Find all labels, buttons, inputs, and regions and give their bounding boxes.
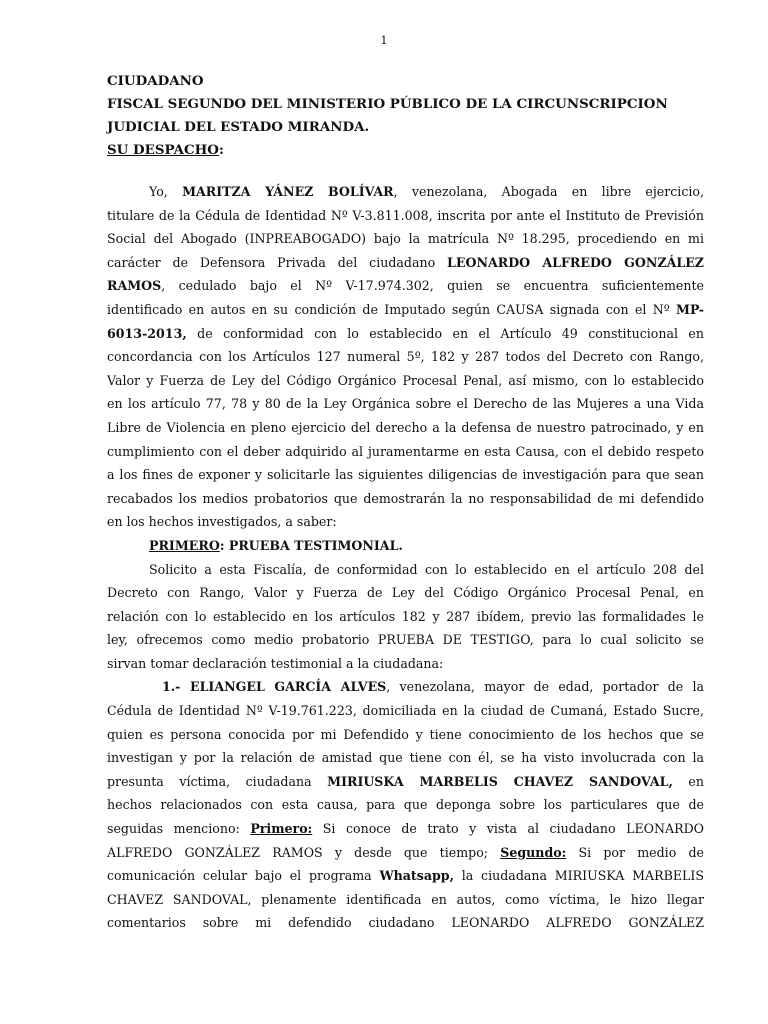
heading-line-4 xyxy=(107,139,668,162)
text-line xyxy=(107,180,704,204)
text-run: la ciudadana MIRIUSKA MARBELIS xyxy=(453,868,704,884)
section-title: : PRUEBA TESTIMONIAL. xyxy=(219,537,403,553)
question-segundo: Segundo: xyxy=(500,844,567,860)
text-line: Libre de Violencia en pleno ejercicio del derecho a la defensa de nuestro patrocinado, y en xyxy=(107,419,704,435)
paragraph-2 xyxy=(107,558,704,676)
text-line xyxy=(107,274,704,298)
su-despacho: SU DESPACHO xyxy=(107,142,219,158)
text-line: Decreto con Rango, Valor y Fuerza de Ley del Código Orgánico Procesal Penal, en xyxy=(107,585,704,601)
whatsapp-label: Whatsapp, xyxy=(379,868,454,884)
text-line: quien es persona conocida por mi Defendido y tiene conocimiento de los hechos que se xyxy=(107,726,704,742)
text-line: Social del Abogado (INPREABOGADO) bajo la matrícula Nº 18.295, procediendo en mi xyxy=(107,231,704,247)
text-run: identificado en autos en su condición de Imputado según CAUSA signada con el Nº xyxy=(107,301,677,317)
text-line: investigan y por la relación de amistad que tiene con él, se ha visto involucrada con la xyxy=(107,750,704,766)
text-line xyxy=(107,675,704,699)
document-heading xyxy=(107,70,668,162)
paragraph-1 xyxy=(107,180,704,534)
text-line: relación con lo establecido en los artículos 182 y 287 ibídem, previo las formalidades le xyxy=(107,608,704,624)
case-number-end: 6013-2013, xyxy=(107,325,187,341)
text-run: , venezolana, Abogada en libre ejercicio, xyxy=(393,184,704,199)
text-line: en los hechos investigados, a saber: xyxy=(107,514,337,530)
defendant-name: LEONARDO ALFREDO GONZÁLEZ xyxy=(447,254,704,270)
text-run: , cedulado bajo el Nº V-17.974.302, quien se encuentra suficientemente xyxy=(161,278,704,294)
section-heading xyxy=(107,534,704,558)
text-run: presunta víctima, ciudadana xyxy=(107,773,328,789)
text-line: sirvan tomar declaración testimonial a la ciudadana: xyxy=(107,655,444,671)
section-label: PRIMERO xyxy=(149,537,220,553)
text-line: Valor y Fuerza de Ley del Código Orgánico Procesal Penal, así mismo, con lo establecido xyxy=(107,372,704,388)
text-line: cumplimiento con el deber adquirido al juramentarme en esta Causa, con el debido respeto xyxy=(107,443,704,459)
heading-line-1: CIUDADANO xyxy=(107,73,204,89)
text-line xyxy=(107,841,704,865)
text-line: recabados los medios probatorios que demostrarán la no responsabilidad de mi defendido xyxy=(107,490,704,506)
text-run: Si conoce de trato y vista al ciudadano LEONARDO xyxy=(312,821,704,837)
text-line xyxy=(107,251,704,275)
question-primero: Primero: xyxy=(250,821,313,837)
text-line: en los artículo 77, 78 y 80 de la Ley Orgánica sobre el Derecho de las Mujeres a una Vida xyxy=(107,396,704,412)
text-line: CHAVEZ SANDOVAL, plenamente identificada en autos, como víctima, le hizo llegar xyxy=(107,891,704,907)
text-run: en xyxy=(672,773,704,789)
page-number: 1 xyxy=(380,34,388,47)
text-line xyxy=(107,864,704,888)
text-line: hechos relacionados con esta causa, para que deponga sobre los particulares que de xyxy=(107,797,704,813)
text-line xyxy=(107,322,704,346)
text-run: carácter de Defensora Privada del ciudadano xyxy=(107,254,448,270)
paragraph-3 xyxy=(107,675,704,935)
attorney-name: MARITZA YÁNEZ BOLÍVAR xyxy=(182,184,394,199)
text-line xyxy=(107,298,704,322)
text-run: , venezolana, mayor de edad, portador de la xyxy=(386,679,704,695)
heading-line-3: JUDICIAL DEL ESTADO MIRANDA. xyxy=(107,119,370,135)
text-run: Yo, xyxy=(149,184,183,199)
text-line: concordancia con los Artículos 127 numeral 5º, 182 y 287 todos del Decreto con Rango, xyxy=(107,349,704,365)
text-line: comentarios sobre mi defendido ciudadano LEONARDO ALFREDO GONZÁLEZ xyxy=(107,915,704,931)
text-line: Cédula de Identidad Nº V-19.761.223, domiciliada en la ciudad de Cumaná, Estado Sucre, xyxy=(107,703,704,719)
text-line xyxy=(107,770,704,794)
defendant-surname: RAMOS xyxy=(107,278,162,294)
document-body xyxy=(107,180,704,935)
text-run: comunicación celular bajo el programa xyxy=(107,868,380,884)
text-line: a los fines de exponer y solicitarle las siguientes diligencias de investigación para que sean xyxy=(107,467,704,483)
text-run: ALFREDO GONZÁLEZ RAMOS y desde que tiempo; xyxy=(107,844,501,860)
text-run: seguidas menciono: xyxy=(107,821,251,837)
text-run: de conformidad con lo establecido en el Artículo 49 constitucional en xyxy=(186,325,704,341)
witness-name: 1.- ELIANGEL GARCÍA ALVES xyxy=(162,679,387,695)
victim-name: MIRIUSKA MARBELIS CHAVEZ SANDOVAL, xyxy=(327,773,673,789)
heading-line-2: FISCAL SEGUNDO DEL MINISTERIO PÚBLICO DE LA CIRCUNSCRIPCION xyxy=(107,96,668,112)
text-line xyxy=(107,817,704,841)
text-line: titulare de la Cédula de Identidad Nº V-3.811.008, inscrita por ante el Instituto de Previsión xyxy=(107,207,704,223)
text-run: Si por medio de xyxy=(566,844,704,860)
heading-colon: : xyxy=(218,142,224,158)
case-number: MP- xyxy=(676,301,704,317)
text-line: ley, ofrecemos como medio probatorio PRUEBA DE TESTIGO, para lo cual solicito se xyxy=(107,632,704,648)
text-line: Solicito a esta Fiscalía, de conformidad con lo establecido en el artículo 208 del xyxy=(149,561,704,577)
